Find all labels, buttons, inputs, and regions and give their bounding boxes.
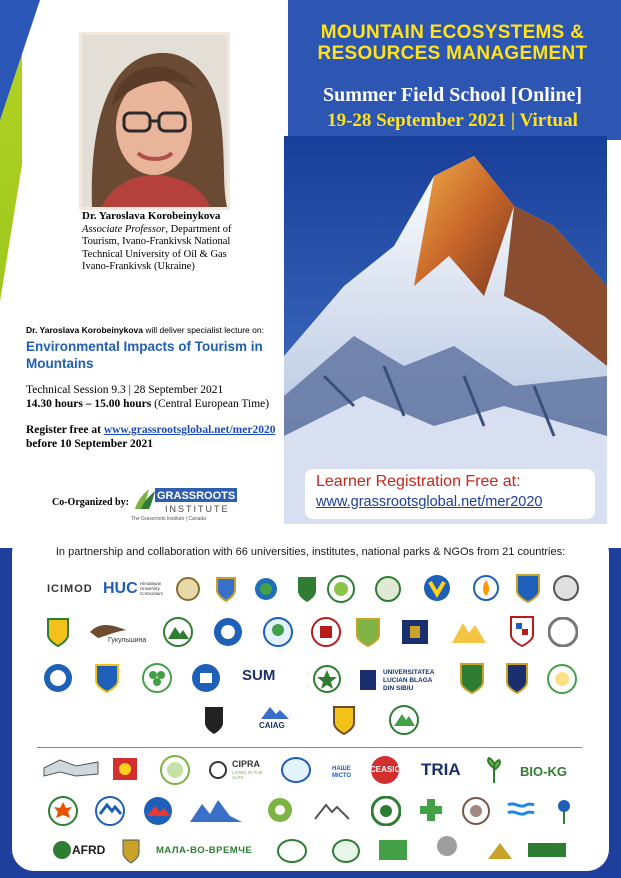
partner-grey-ring-logo	[548, 617, 578, 647]
partner-shield-logo	[215, 576, 237, 602]
partner-oval-logo	[281, 757, 311, 783]
partner-green-crest-logo	[355, 617, 381, 647]
sibiu-logo-line1: UNIVERSITATEA	[383, 669, 435, 676]
register-info	[26, 423, 291, 451]
registration-heading: Learner Registration Free at:	[316, 473, 521, 490]
partner-swoosh-logo	[276, 838, 308, 864]
partner-navy-ring-logo	[43, 663, 73, 693]
grassroots-logo-word1: GRASSROOTS	[157, 490, 236, 502]
speaker-info	[82, 210, 272, 274]
grassroots-logo-tagline: The Grassroots Institute | Canada	[131, 516, 206, 521]
partner-v-logo	[423, 574, 451, 602]
partner-mountain-logo	[163, 617, 193, 647]
coorganized-label: Co-Organized by:	[52, 497, 129, 508]
partner-leaf-logo	[253, 577, 279, 601]
partner-ellipse-logo	[332, 838, 360, 864]
partner-ring-badge-logo	[371, 796, 401, 826]
sum-logo: SUM	[242, 667, 276, 684]
partner-waves-logo	[95, 796, 125, 826]
partner-green-shield-logo	[296, 575, 318, 603]
partner-round-emblem-logo	[462, 794, 490, 826]
afrd-icon	[52, 840, 72, 860]
speaker-affiliation-line3: Technical University of Oil & Gas	[82, 248, 227, 260]
event-title-line1: MOUNTAIN ECOSYSTEMS &	[320, 22, 585, 43]
speaker-photo	[79, 32, 230, 210]
partners-divider	[37, 747, 582, 748]
sibiu-logo-text	[383, 669, 434, 693]
partner-outline-mountain-logo	[314, 800, 350, 820]
partner-star-logo	[313, 665, 341, 693]
partner-small-crest-logo	[121, 838, 141, 864]
partner-blue-circle-logo	[213, 617, 243, 647]
partner-building-logo	[191, 663, 221, 693]
partner-black-crest-logo	[203, 705, 225, 735]
partner-sunset-logo	[143, 796, 173, 826]
partner-yellow-crest-logo	[46, 617, 70, 647]
partner-navy-crest-logo	[505, 662, 529, 694]
mountain-photo	[284, 136, 607, 524]
register-link[interactable]: www.grassrootsglobal.net/mer2020	[103, 424, 276, 436]
bio-kg-logo: BIO-KG	[520, 764, 567, 779]
ceasig-logo: CEASIG	[370, 765, 401, 774]
nashe-misto-logo: НАШЕ МІСТО	[332, 766, 352, 779]
partners-heading: In partnership and collaboration with 66 universities, institutes, national parks & NGOs from 21 countries:	[55, 546, 566, 558]
partner-globe-logo	[263, 617, 293, 647]
event-dates: 19-28 September 2021 | Virtual	[327, 110, 578, 131]
cipra-logo: CIPRA	[232, 759, 261, 769]
lecture-intro	[26, 325, 291, 335]
grassroots-logo-word2: INSTITUTE	[165, 504, 230, 514]
partner-red-seal-logo	[311, 617, 341, 647]
partner-hut-logo	[486, 839, 514, 861]
maple-leaf-logo	[48, 796, 78, 826]
lecture-intro-name: Dr. Yaroslava Korobeinykova	[26, 325, 144, 335]
caiag-mountain-icon	[260, 704, 290, 720]
sibiu-logo-line3: DIN SIBIU	[383, 685, 414, 692]
sibiu-emblem-logo	[358, 668, 378, 692]
partner-green-cross-logo	[418, 796, 444, 826]
tria-logo: TRIA	[421, 760, 461, 779]
lecture-title-line1: Environmental Impacts of Tourism in	[26, 339, 263, 354]
grassroots-institute-logo	[131, 485, 271, 521]
partner-checkered-crest-logo	[509, 615, 535, 647]
lecture-intro-rest: will deliver specialist lecture on:	[143, 325, 264, 335]
partner-wreath-logo	[547, 664, 577, 694]
lecture-title-line2: Mountains	[26, 356, 94, 371]
speaker-role-rest: , Department of	[165, 223, 232, 235]
registration-link[interactable]: www.grassrootsglobal.net/mer2020	[316, 494, 543, 510]
speaker-affiliation-line2: Tourism, Ivano-Frankivsk National	[82, 236, 231, 247]
partner-banner-logo	[527, 839, 567, 861]
speaker-role: Associate Professor	[82, 223, 166, 235]
session-time-zone: (Central European Time)	[151, 398, 270, 410]
clover-logo	[142, 663, 172, 693]
speaker-name: Dr. Yaroslava Korobeinykova	[82, 210, 221, 222]
partner-peaks-logo	[451, 619, 487, 645]
partner-navy-square-logo	[401, 619, 429, 645]
partner-green-star-logo	[267, 797, 293, 823]
event-subtitle: Summer Field School [Online]	[322, 84, 583, 106]
partner-grey-seal-logo	[553, 575, 579, 601]
session-time-hours: 14.30 hours – 15.00 hours	[26, 398, 152, 410]
partner-seal-logo	[176, 576, 200, 602]
session-time	[26, 397, 291, 411]
partner-landscape-logo	[188, 796, 244, 824]
session-details	[26, 383, 291, 411]
cipra-icon	[208, 760, 228, 780]
partner-round-logo	[327, 575, 355, 603]
session-info: Technical Session 9.3 | 28 September 2021	[26, 384, 224, 396]
partner-bear-crest-logo	[332, 705, 356, 735]
register-deadline: before 10 September 2021	[26, 438, 154, 450]
partner-emblem-logo	[375, 576, 401, 602]
partner-green-sprout-logo	[485, 756, 503, 784]
partner-crest-logo	[515, 573, 541, 603]
partner-flower-logo	[552, 796, 576, 826]
partner-gold-crest-logo	[459, 662, 485, 694]
partner-map-logo	[42, 758, 100, 778]
mountain-peak-image	[284, 136, 607, 524]
lecture-title	[26, 338, 281, 372]
speaker-affiliation-line4: Ivano-Frankivsk (Ukraine)	[82, 261, 195, 272]
event-title	[300, 22, 605, 64]
sibiu-logo-line2: LUCIAN BLAGA	[383, 677, 433, 684]
partner-flame-logo	[473, 574, 499, 602]
huc-logo: HUC	[103, 580, 138, 597]
partner-wave-lines-logo	[506, 797, 536, 823]
caiag-logo: CAIAG	[259, 721, 285, 730]
cipra-logo-subtitle: LIVING IN THE ALPS	[232, 770, 263, 780]
event-title-line2: RESOURCES MANAGEMENT	[317, 43, 588, 64]
speaker-portrait-image	[82, 35, 227, 207]
gukulyana-logo-text: Гукульшина	[108, 637, 147, 644]
afrd-logo: AFRD	[72, 843, 106, 857]
partner-grey-circle-logo	[436, 834, 458, 858]
huc-logo-subtitle: Himalayan University Consortium	[140, 581, 164, 596]
partner-green-rect-logo	[378, 839, 408, 861]
partner-blue-crest-logo	[94, 663, 120, 693]
register-prefix: Register free at	[26, 424, 104, 436]
kyrgyz-flag-logo	[112, 757, 138, 781]
partner-green-mountain-logo	[389, 705, 419, 735]
partner-green-circle-logo	[160, 755, 190, 785]
mala-vo-vremche-logo: МАЛА-ВО-ВРЕМЧЕ	[156, 845, 253, 856]
icimod-logo: ICIMOD	[47, 583, 93, 595]
